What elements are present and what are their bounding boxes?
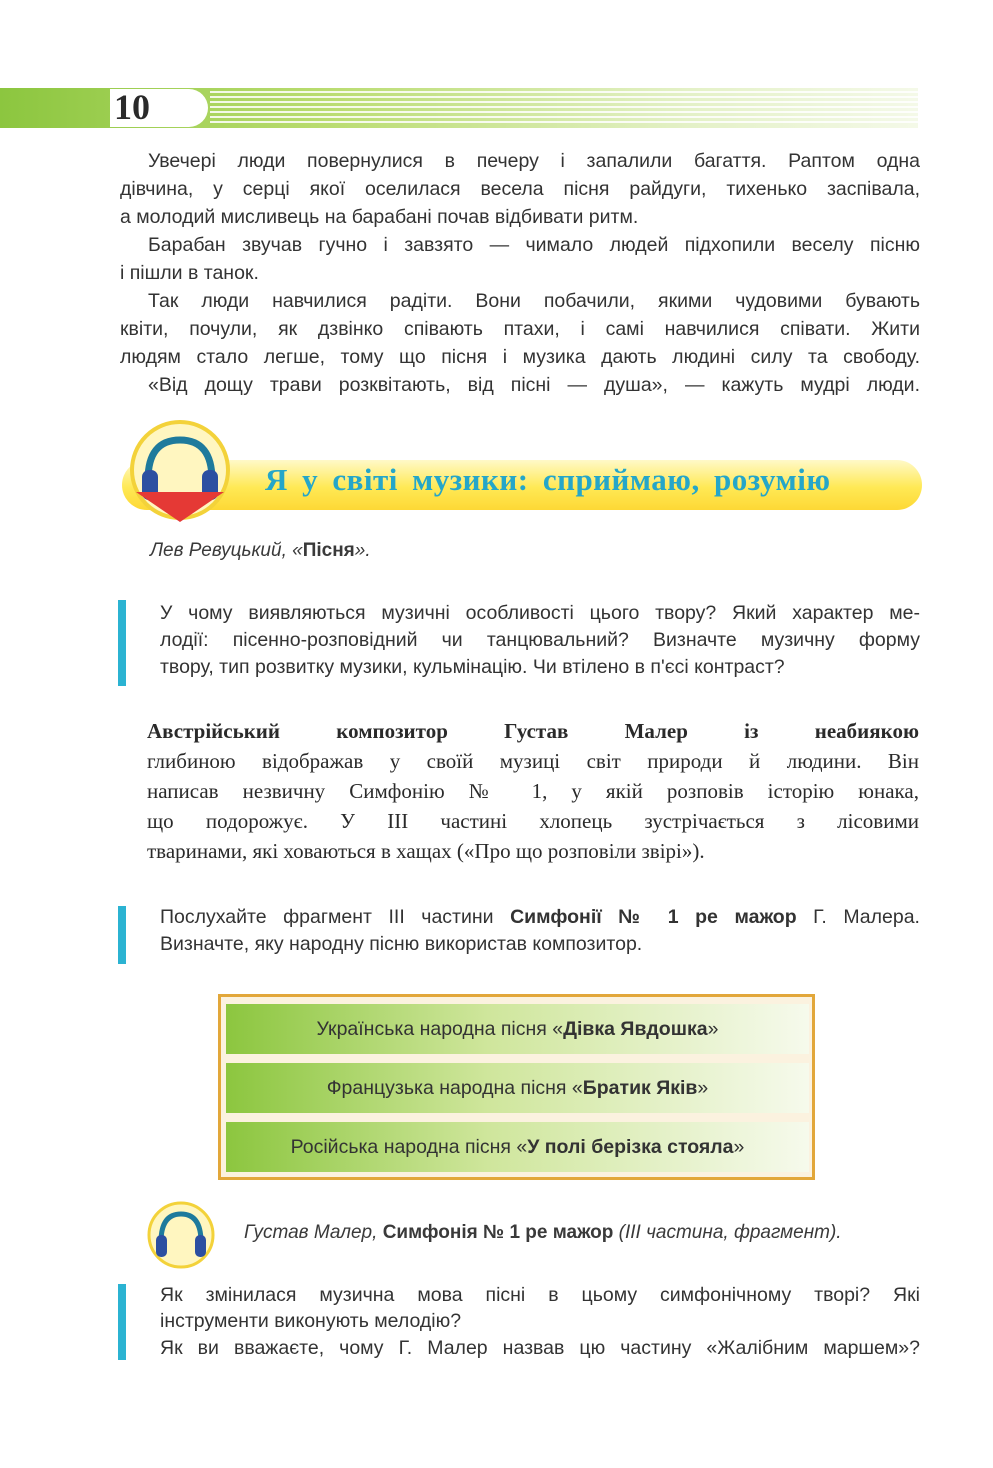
story-paragraph-3-line-2: квіти, почули, як дзвінко співають птахи, і самі навчилися співати. Жити [120, 318, 920, 340]
section-title: Я у світі музики: сприймаю, розумію [265, 462, 831, 497]
composer-name-2: Густав Малер [244, 1222, 373, 1243]
question-1-line-1: У чому виявляються музичні особливості цього твору? Який характер ме- [160, 602, 920, 624]
question-2-author: Г. Малера. [796, 906, 920, 928]
composer-name: Лев Ревуцький [150, 540, 282, 561]
mahler-line-4: що подорожує. У ІІІ частині хлопець зустрічається з лісовими [147, 809, 919, 833]
work-title-2: Симфонія № 1 ре мажор [382, 1222, 614, 1243]
question-1-line-3: твору, тип розвитку музики, кульмінацію. Чи втілено в п'єсі контраст? [160, 656, 785, 678]
option-1-prefix: Українська народна пісня « [316, 1017, 564, 1040]
caption-2-separator: , [372, 1222, 383, 1243]
question-bar-3 [118, 1284, 126, 1360]
caption-end: ». [354, 540, 371, 561]
question-2-line-2: Визначте, яку народну пісню використав композитор. [160, 933, 643, 955]
option-1-title: Дівка Явдошка [563, 1017, 708, 1040]
listening-caption-1 [150, 540, 371, 562]
mahler-line-2: глибиною відображав у своїй музиці світ природи й людини. Він [147, 749, 919, 773]
header-stripes [210, 91, 918, 125]
question-1-line-2: лодії: пісенно-розповідний чи танцювальний? Визначте музичну форму [160, 629, 920, 651]
option-2-prefix: Французька народна пісня « [326, 1076, 583, 1099]
option-3 [226, 1122, 809, 1172]
option-2-suffix: » [697, 1076, 709, 1099]
headphones-small-icon [146, 1200, 216, 1270]
proverb-line: «Від дощу трави розквітають, від пісні — душа», — кажуть мудрі люди. [148, 374, 920, 396]
story-paragraph-1-line-2: дівчина, у серці якої оселилася весела пісня райдуги, тихенько заспівала, [120, 178, 920, 200]
caption-separator: , « [281, 540, 303, 561]
story-paragraph-1-line-1: Увечері люди повернулися в печеру і запалили багаття. Раптом одна [148, 150, 920, 172]
story-paragraph-2-line-1: Барабан звучав гучно і завзято — чимало людей підхопили веселу пісню [148, 234, 920, 256]
question-bar-2 [118, 906, 126, 964]
story-paragraph-1-line-3: а молодий мисливець на барабані почав відбивати ритм. [120, 206, 639, 228]
page-number: 10 [114, 87, 150, 127]
question-2-text: Послухайте фрагмент ІІІ частини [160, 906, 511, 928]
option-2 [226, 1063, 809, 1113]
option-2-title: Братик Яків [582, 1076, 698, 1099]
work-part: (ІІІ частина, фрагмент). [613, 1222, 842, 1243]
option-1-suffix: » [707, 1017, 719, 1040]
option-3-title: У полі берізка стояла [527, 1135, 734, 1158]
story-paragraph-2-line-2: і пішли в танок. [120, 262, 259, 284]
option-3-prefix: Російська народна пісня « [290, 1135, 528, 1158]
question-3-line-3: Як ви вважаєте, чому Г. Малер назвав цю частину «Жалібним маршем»? [160, 1337, 920, 1359]
option-1 [226, 1004, 809, 1054]
mahler-line-5: тваринами, які ховаються в хащах («Про що розповіли звірі»). [147, 839, 705, 863]
mahler-line-1: Австрійський композитор Густав Малер із неабиякою [147, 719, 919, 743]
question-bar-1 [118, 600, 126, 686]
work-title: Пісня [302, 540, 355, 561]
story-paragraph-3-line-3: людям стало легше, тому що пісня і музика дають людині силу та свободу. [120, 346, 920, 368]
question-3-line-2: інструменти виконують мелодію? [160, 1310, 462, 1332]
option-3-suffix: » [733, 1135, 745, 1158]
mahler-line-3: написав незвичну Симфонію № 1, у якій розповів історію юнака, [147, 779, 919, 803]
question-2-work: Симфонії № 1 ре мажор [510, 906, 797, 928]
question-2-line-1 [160, 904, 920, 931]
story-paragraph-3-line-1: Так люди навчилися радіти. Вони побачили, якими чудовими бувають [148, 290, 920, 312]
question-3-line-1: Як змінилася музична мова пісні в цьому симфонічному творі? Які [160, 1284, 920, 1306]
listening-caption-2 [244, 1222, 842, 1244]
headphones-icon [118, 418, 238, 522]
